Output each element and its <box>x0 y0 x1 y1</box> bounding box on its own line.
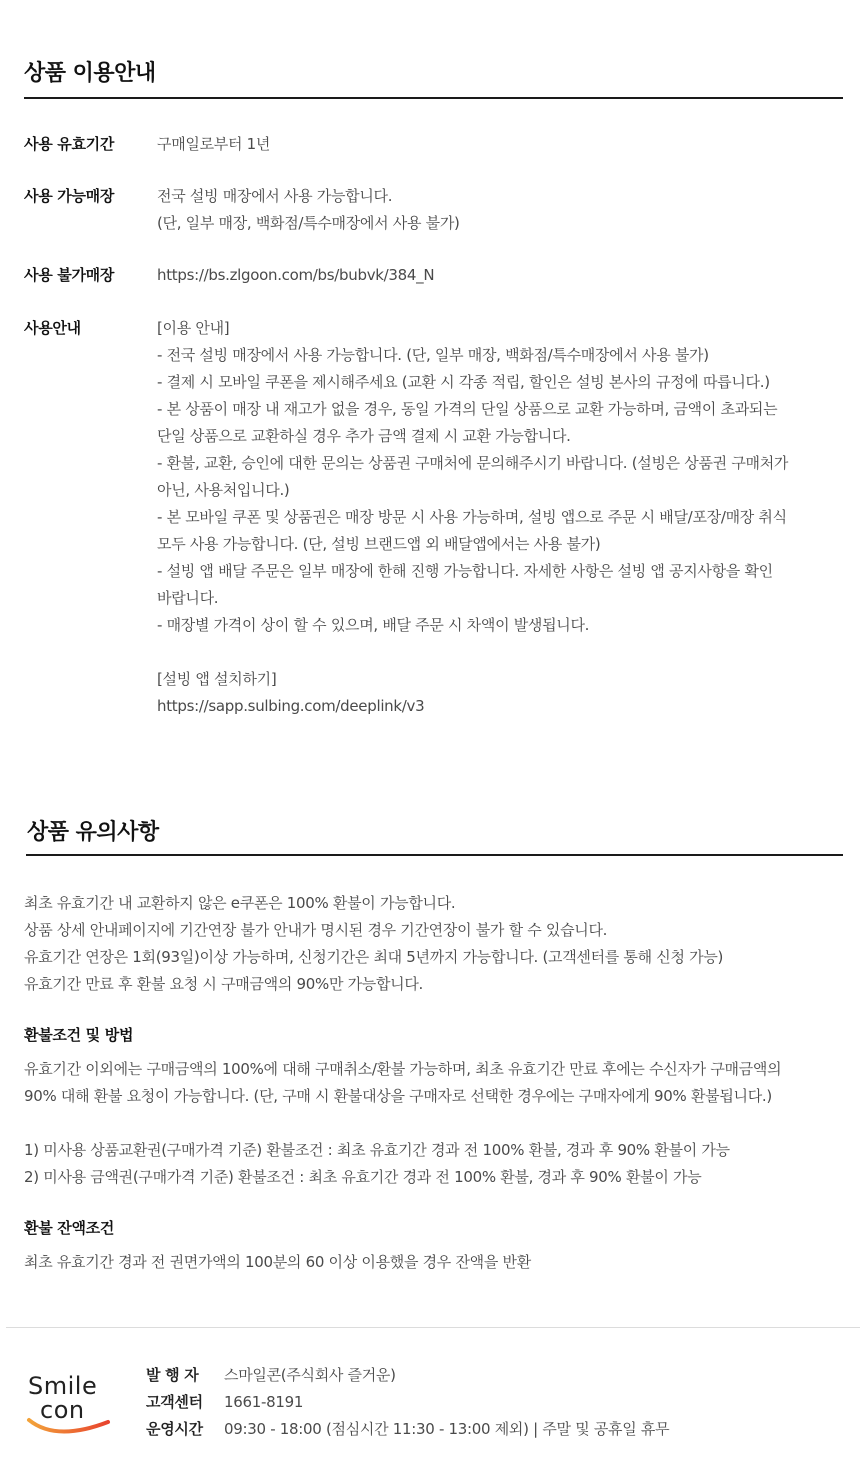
usage-section-title: 상품 이용안내 <box>24 61 156 86</box>
usage-row-available-stores <box>24 183 840 237</box>
usage-row-line: 구매일로부터 1년 <box>157 135 271 153</box>
balance-title: 환불 잔액조건 <box>24 1219 115 1237</box>
smile-curve-icon <box>26 1372 116 1440</box>
refund-method-line: 90% 대해 환불 요청이 가능합니다. (단, 구매 시 환불대상을 구매자로 선택한 경우에는 구매자에게 90% 환불됩니다.) <box>24 1087 772 1105</box>
footer-divider <box>6 1327 860 1328</box>
usage-row-label: 사용 가능매장 <box>24 187 115 205</box>
usage-guide-line: - 환불, 교환, 승인에 대한 문의는 상품권 구매처에 문의해주시기 바랍니다. (설빙은 상품권 구매처가 <box>157 454 789 472</box>
balance-body <box>24 1249 840 1276</box>
notice-section-divider <box>26 854 843 856</box>
refund-conditions <box>24 1137 840 1191</box>
notice-intro-line: 유효기간 연장은 1회(93일)이상 가능하며, 신청기간은 최대 5년까지 가능합니다. (고객센터를 통해 신청 가능) <box>24 948 724 966</box>
usage-guide-line: - 전국 설빙 매장에서 사용 가능합니다. (단, 일부 매장, 백화점/특수매장에서 사용 불가) <box>157 346 709 364</box>
logo-text-top: Smile <box>28 1372 98 1400</box>
app-install-label: [설빙 앱 설치하기] <box>157 670 277 688</box>
notice-intro <box>24 890 840 998</box>
publisher-row <box>146 1362 669 1389</box>
usage-row-value <box>157 262 840 289</box>
publisher-value: 스마일콘(주식회사 즐거운) <box>224 1366 396 1384</box>
usage-row-value <box>157 183 840 237</box>
notice-intro-line: 유효기간 만료 후 환불 요청 시 구매금액의 90%만 가능합니다. <box>24 975 424 993</box>
app-install-link[interactable]: https://sapp.sulbing.com/deeplink/v3 <box>157 697 425 715</box>
usage-section-divider <box>24 97 843 99</box>
hours-row <box>146 1416 669 1443</box>
publisher-label: 발 행 자 <box>146 1366 199 1384</box>
usage-row-guide <box>24 315 840 720</box>
refund-method-title-wrap <box>24 1024 840 1045</box>
usage-row-label: 사용 불가매장 <box>24 266 115 284</box>
unavailable-stores-link[interactable]: https://bs.zlgoon.com/bs/bubvk/384_N <box>157 266 435 284</box>
footer-info <box>146 1362 669 1443</box>
usage-row-line: 전국 설빙 매장에서 사용 가능합니다. <box>157 187 393 205</box>
usage-guide-line: 바랍니다. <box>157 589 219 607</box>
usage-row-validity <box>24 131 840 158</box>
balance-title-wrap <box>24 1217 840 1238</box>
usage-guide-line: 아닌, 사용처입니다.) <box>157 481 290 499</box>
refund-condition-line: 1) 미사용 상품교환권(구매가격 기준) 환불조건 : 최초 유효기간 경과 전 100% 환불, 경과 후 90% 환불이 가능 <box>24 1141 730 1159</box>
spacer <box>157 639 840 666</box>
usage-row-unavailable-stores <box>24 262 840 289</box>
usage-row-value <box>157 131 840 158</box>
usage-guide-line: - 본 상품이 매장 내 재고가 없을 경우, 동일 가격의 단일 상품으로 교환 가능하며, 금액이 초과되는 <box>157 400 778 418</box>
usage-guide-line: 단일 상품으로 교환하실 경우 추가 금액 결제 시 교환 가능합니다. <box>157 427 571 445</box>
usage-guide-line: - 결제 시 모바일 쿠폰을 제시해주세요 (교환 시 각종 적립, 할인은 설빙 본사의 규정에 따릅니다.) <box>157 373 770 391</box>
smilecon-logo <box>26 1372 116 1440</box>
usage-row-label: 사용 유효기간 <box>24 135 115 153</box>
customer-center-label: 고객센터 <box>146 1393 203 1411</box>
usage-row-line: (단, 일부 매장, 백화점/특수매장에서 사용 불가) <box>157 214 460 232</box>
logo-text-bottom: con <box>40 1396 85 1424</box>
usage-guide-line: [이용 안내] <box>157 319 230 337</box>
balance-line: 최초 유효기간 경과 전 권면가액의 100분의 60 이상 이용했을 경우 잔액을 반환 <box>24 1253 531 1271</box>
usage-guide-line: - 본 모바일 쿠폰 및 상품권은 매장 방문 시 사용 가능하며, 설빙 앱으로 주문 시 배달/포장/매장 취식 <box>157 508 787 526</box>
usage-guide-line: - 매장별 가격이 상이 할 수 있으며, 배달 주문 시 차액이 발생됩니다. <box>157 616 590 634</box>
notice-section-title: 상품 유의사항 <box>27 820 159 845</box>
customer-center-row <box>146 1389 669 1416</box>
hours-label: 운영시간 <box>146 1420 203 1438</box>
hours-value: 09:30 - 18:00 (점심시간 11:30 - 13:00 제외) | 주말 및 공휴일 휴무 <box>224 1420 670 1438</box>
usage-guide-line: 모두 사용 가능합니다. (단, 설빙 브랜드앱 외 배달앱에서는 사용 불가) <box>157 535 601 553</box>
refund-condition-line: 2) 미사용 금액권(구매가격 기준) 환불조건 : 최초 유효기간 경과 전 100% 환불, 경과 후 90% 환불이 가능 <box>24 1168 702 1186</box>
refund-method-line: 유효기간 이외에는 구매금액의 100%에 대해 구매취소/환불 가능하며, 최초 유효기간 만료 후에는 수신자가 구매금액의 <box>24 1060 782 1078</box>
refund-method-body <box>24 1056 840 1110</box>
notice-intro-line: 상품 상세 안내페이지에 기간연장 불가 안내가 명시된 경우 기간연장이 불가 할 수 있습니다. <box>24 921 608 939</box>
usage-row-label: 사용안내 <box>24 319 81 337</box>
notice-intro-line: 최초 유효기간 내 교환하지 않은 e쿠폰은 100% 환불이 가능합니다. <box>24 894 456 912</box>
customer-center-phone[interactable]: 1661-8191 <box>224 1393 304 1411</box>
usage-guide-line: - 설빙 앱 배달 주문은 일부 매장에 한해 진행 가능합니다. 자세한 사항은 설빙 앱 공지사항을 확인 <box>157 562 773 580</box>
usage-row-value <box>157 315 840 720</box>
refund-method-title: 환불조건 및 방법 <box>24 1026 134 1044</box>
